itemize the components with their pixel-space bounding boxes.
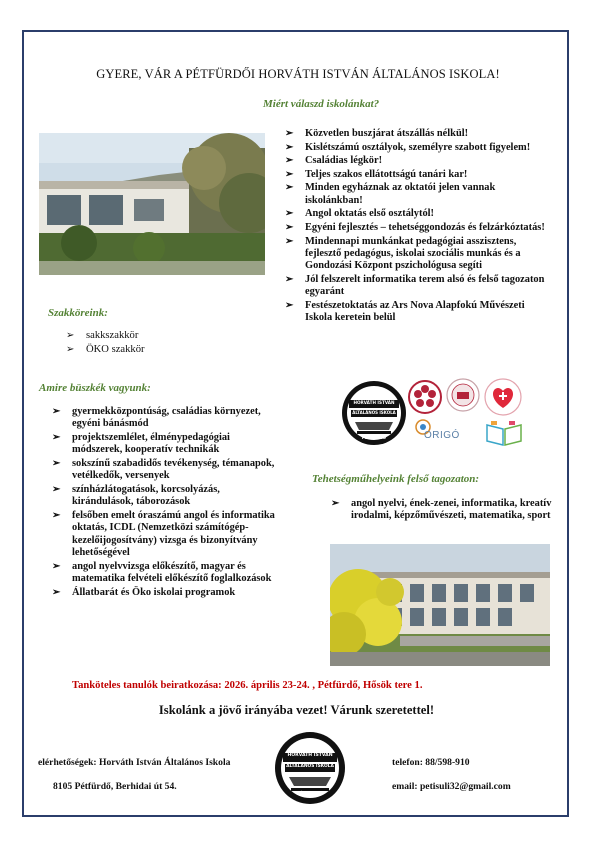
origo-logo xyxy=(410,418,470,448)
heart-logo xyxy=(483,377,523,417)
proud-list xyxy=(52,406,282,600)
arrow-icon: ➢ xyxy=(285,273,294,285)
list-item: ➢ projektszemlélet, élménypedagógiai módszerek, kooperatív technikák xyxy=(52,432,230,456)
logo-bottom-text: PÉTFÜRDŐ xyxy=(296,792,324,797)
list-item: ➢ Festészetoktatás az Ars Nova Alapfokú Művészeti Iskola keretein belül xyxy=(285,299,525,324)
contact-line1: elérhetőségek: Horváth István Általános Iskola xyxy=(38,757,231,768)
school-logo xyxy=(341,380,407,446)
arrow-icon: ➢ xyxy=(52,406,61,417)
list-item: ➢ színházlátogatások, korcsolyázás, kirándulások, táborozások xyxy=(52,484,220,508)
page-title: GYERE, VÁR A PÉTFÜRDŐI HORVÁTH ISTVÁN ÁLTALÁNOS ISKOLA! xyxy=(96,67,500,81)
list-item: ➢ Mindennapi munkánkat pedagógiai asszisztens, fejlesztő pedagógus, iskolai szociális munkás és a Gondozási Központ pszichológusa segíti xyxy=(285,235,521,272)
school-photo-top xyxy=(39,133,265,275)
contact-line2: 8105 Pétfürdő, Berhidai út 54. xyxy=(53,781,177,792)
list-item: ➢ ÖKO szakkör xyxy=(66,343,145,355)
book-logo xyxy=(483,419,525,449)
arrow-icon: ➢ xyxy=(285,221,294,233)
logo-top-text: HORVÁTH ISTVÁN xyxy=(353,400,395,405)
list-item: ➢ sokszínű szabadidős tevékenység, témanapok, vetélkedők, versenyek xyxy=(52,458,275,482)
arrow-icon: ➢ xyxy=(285,141,294,153)
arrow-icon: ➢ xyxy=(285,168,294,180)
arrow-icon: ➢ xyxy=(285,235,294,247)
logo-mid-text: ÁLTALÁNOS ISKOLA xyxy=(286,764,334,769)
slogan: Iskolánk a jövő irányába vezet! Várunk szeretettel! xyxy=(158,703,435,717)
enrollment-text: Tanköteles tanulók beiratkozása: 2026. április 23-24. , Pétfürdő, Hősök tere 1. xyxy=(72,680,423,691)
list-item: ➢ gyermekközpontúság, családias környezet, egyéni bánásmód xyxy=(52,406,261,430)
list-item: ➢ Angol oktatás első osztálytól! xyxy=(285,208,435,220)
arrow-icon: ➢ xyxy=(285,155,294,167)
list-item: ➢ Családias légkör! xyxy=(285,155,383,167)
list-item: ➢ Minden egyháznak az oktatói jelen vannak iskolánkban! xyxy=(285,182,496,206)
school-logo-footer xyxy=(274,731,346,805)
arrow-icon: ➢ xyxy=(52,484,61,495)
proud-heading: Amire büszkék vagyunk: xyxy=(39,382,151,394)
arrow-icon: ➢ xyxy=(52,560,61,572)
list-item: ➢ Egyéni fejlesztés – tehetséggondozás és felzárkóztatás! xyxy=(285,221,545,233)
arrow-icon: ➢ xyxy=(52,510,61,521)
list-item: ➢ sakkszakkör xyxy=(66,330,139,341)
why-list xyxy=(285,128,547,326)
arrow-icon: ➢ xyxy=(52,586,61,598)
logo-mid-text: ÁLTALÁNOS ISKOLA xyxy=(352,410,396,415)
clubs-heading: Szakköreink: xyxy=(48,307,108,319)
list-item: ➢ Kislétszámú osztályok, személyre szabott figyelem! xyxy=(285,141,531,153)
school-photo-bottom xyxy=(330,544,550,666)
arrow-icon: ➢ xyxy=(285,299,294,311)
arrow-icon: ➢ xyxy=(66,330,75,341)
email: email: petisuli32@gmail.com xyxy=(392,781,511,792)
workshops-list xyxy=(331,498,557,524)
why-heading: Miért válaszd iskolánkat? xyxy=(263,98,380,110)
partner-logo-badge xyxy=(446,378,480,412)
origo-text: ORIGÓ xyxy=(424,430,460,441)
logo-bottom-text: PÉTFÜRDŐ xyxy=(361,435,387,440)
logo-top-text: HORVÁTH ISTVÁN xyxy=(287,753,333,758)
list-item: ➢ angol nyelvvizsga előkészítő, magyar és matematika felvételi előkészítő foglalkozások xyxy=(52,560,272,585)
arrow-icon: ➢ xyxy=(285,182,294,194)
workshops-heading: Tehetségműhelyeink felső tagozaton: xyxy=(312,473,480,485)
list-item: ➢ Jól felszerelt informatika terem alsó és felső tagozaton egyaránt xyxy=(285,273,545,298)
list-item: ➢ angol nyelvi, ének-zenei, informatika, kreatív irodalmi, képzőművészeti, matematika, sport xyxy=(331,498,552,522)
arrow-icon: ➢ xyxy=(285,208,294,220)
partner-logo-red-circle xyxy=(407,379,443,415)
arrow-icon: ➢ xyxy=(52,458,61,469)
list-item: ➢ Közvetlen buszjárat átszállás nélkül! xyxy=(285,128,469,139)
arrow-icon: ➢ xyxy=(52,432,61,443)
arrow-icon: ➢ xyxy=(285,128,294,139)
list-item: ➢ Teljes szakos ellátottságú tanári kar! xyxy=(285,168,468,180)
arrow-icon: ➢ xyxy=(331,498,340,509)
list-item: ➢ Állatbarát és Öko iskolai programok xyxy=(52,586,236,598)
arrow-icon: ➢ xyxy=(66,343,75,355)
clubs-list xyxy=(66,330,246,357)
list-item: ➢ felsőben emelt óraszámú angol és informatika oktatás, ICDL (Nemzetközi számítógép-kezelőijogosítvány) vizsga és bizonyítvány lehetőségével xyxy=(52,510,275,559)
phone: telefon: 88/598-910 xyxy=(392,757,470,768)
